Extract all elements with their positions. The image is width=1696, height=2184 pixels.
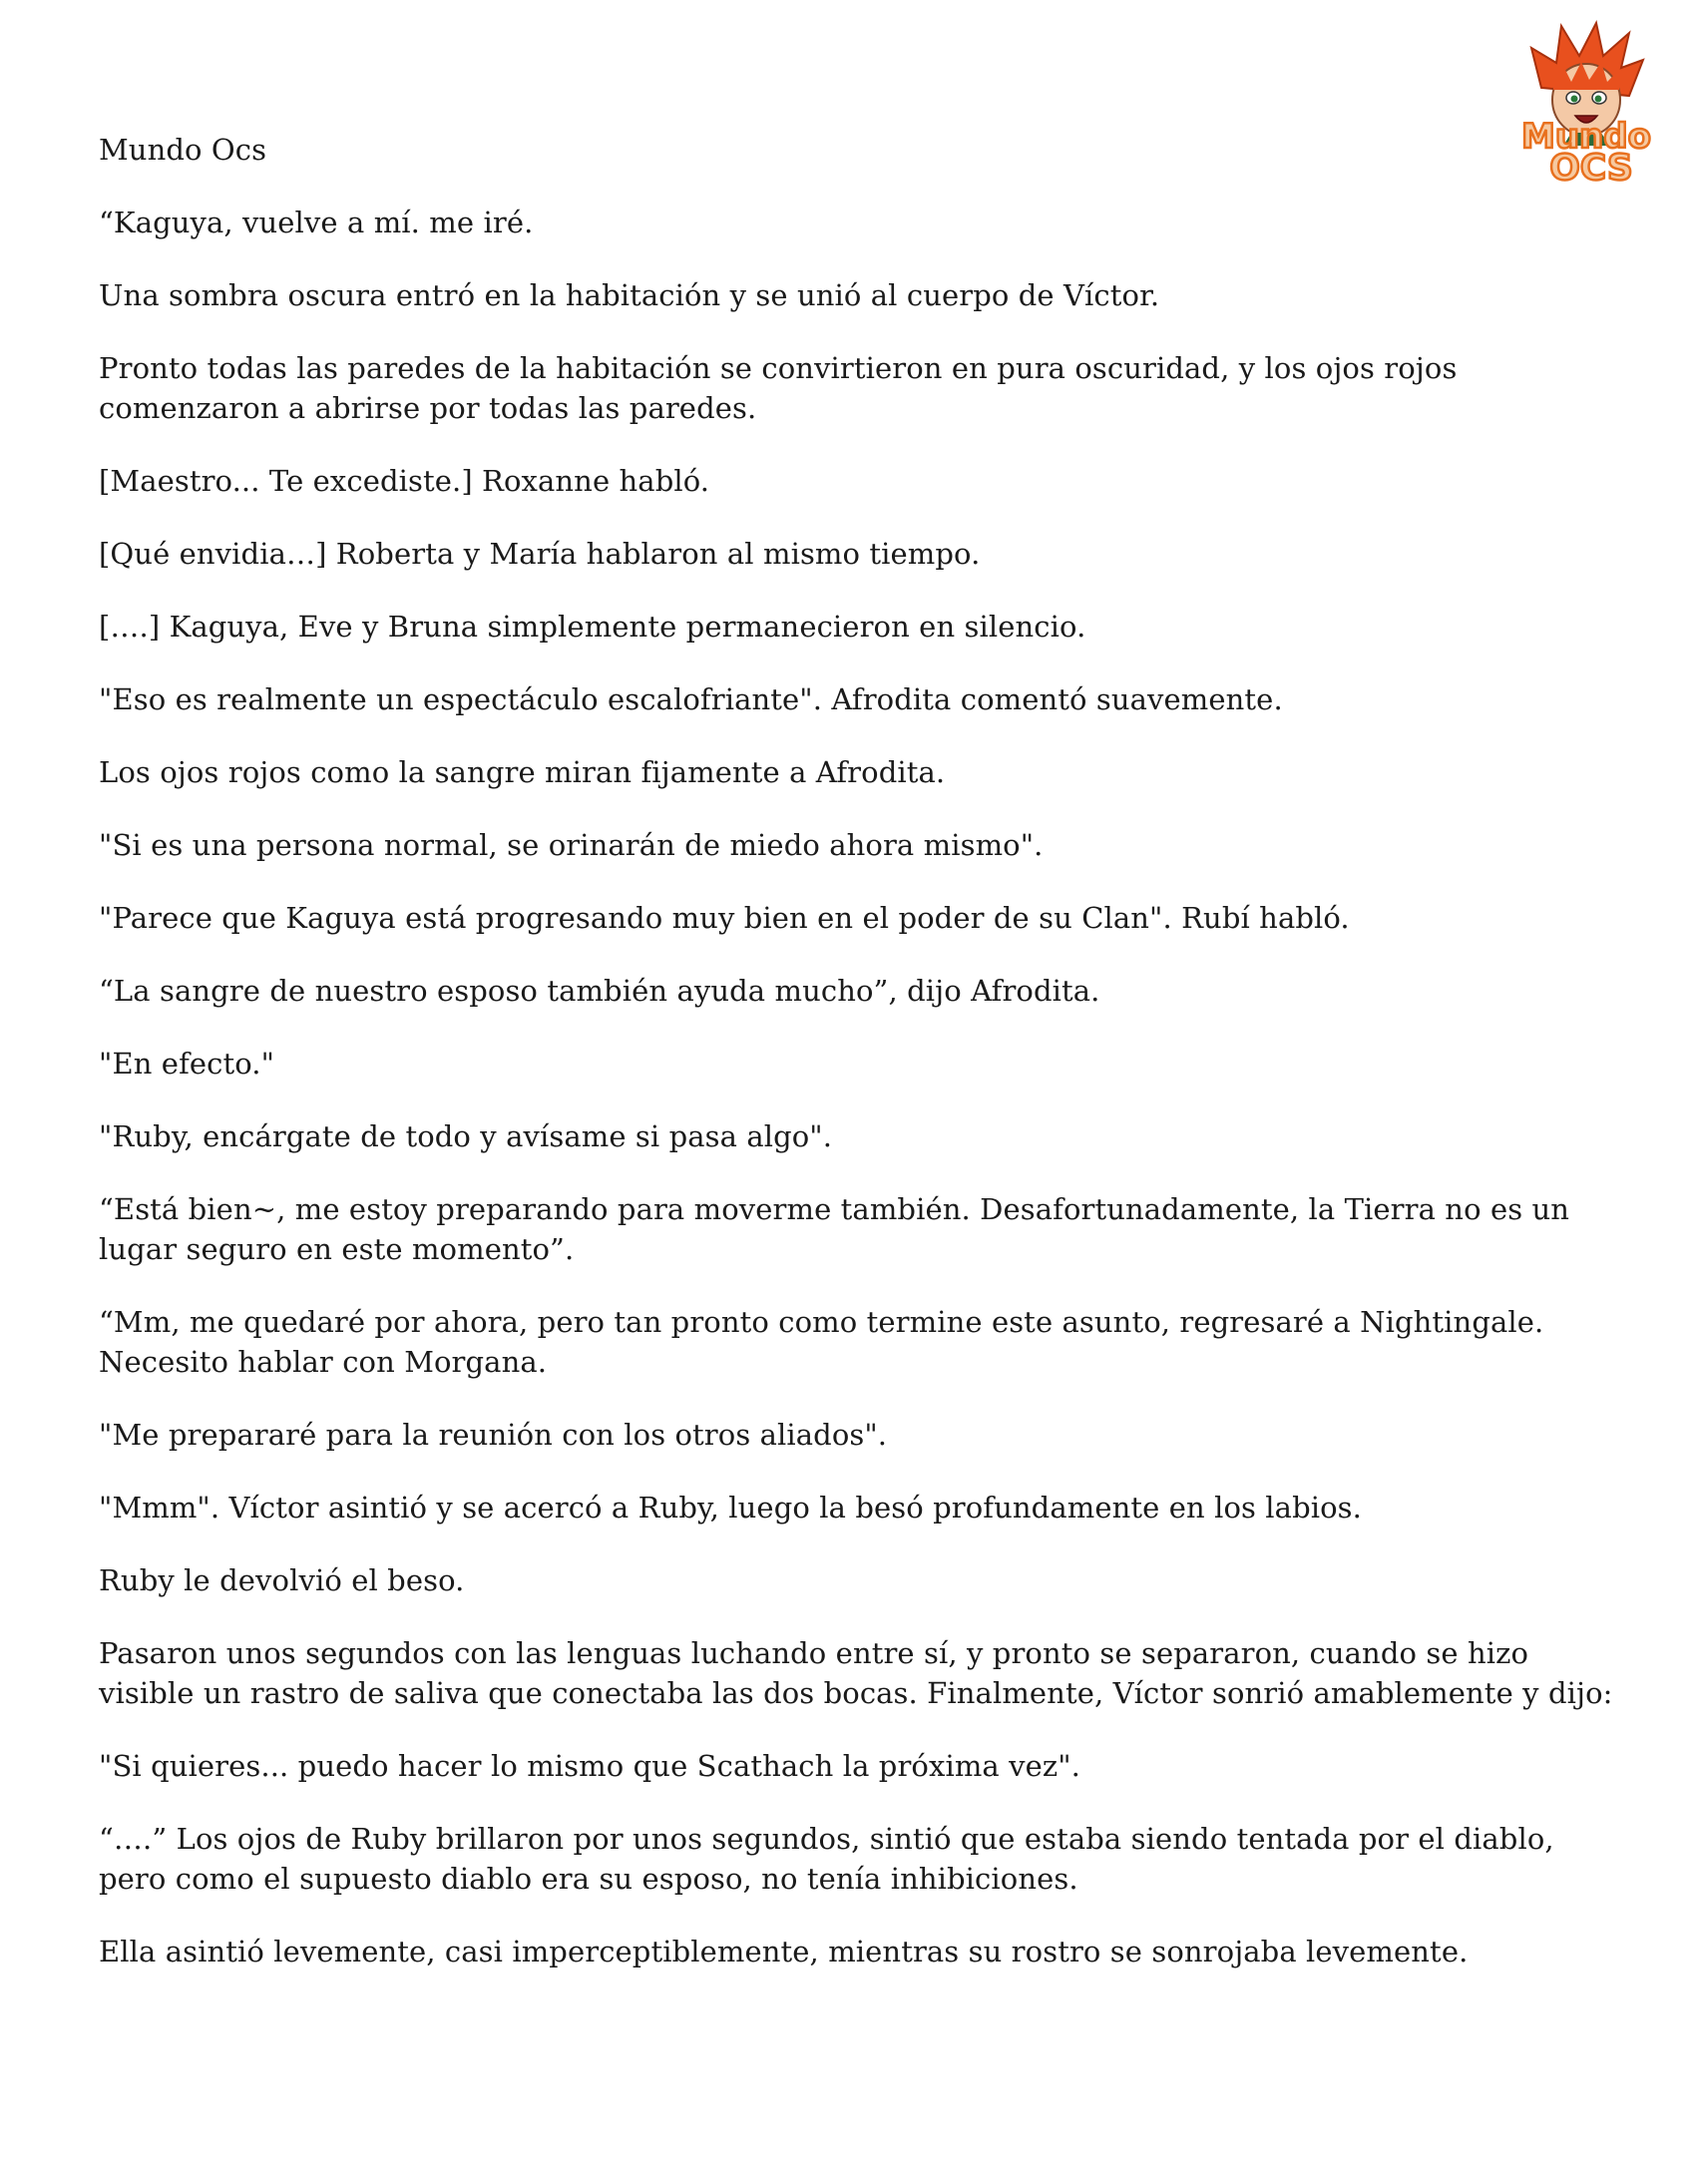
paragraph: “La sangre de nuestro esposo también ayuda mucho”, dijo Afrodita. [99, 974, 1100, 1008]
paragraph: "Me prepararé para la reunión con los otros aliados". [99, 1418, 888, 1452]
paragraph: “Kaguya, vuelve a mí. me iré. [99, 206, 534, 239]
paragraph: “….” Los ojos de Ruby brillaron por unos segundos, sintió que estaba siendo tentada por el diablo, pero como el supuesto diablo era su esposo, no tenía inhibiciones. [99, 1822, 1554, 1896]
paragraph: "Si es una persona normal, se orinarán de miedo ahora mismo". [99, 828, 1044, 862]
paragraph: "Parece que Kaguya está progresando muy bien en el poder de su Clan". Rubí habló. [99, 901, 1350, 935]
paragraph: "Eso es realmente un espectáculo escalofriante". Afrodita comentó suavemente. [99, 682, 1283, 716]
paragraph: “Está bien~, me estoy preparando para moverme también. Desafortunadamente, la Tierra no es un lugar seguro en este momento”. [99, 1192, 1570, 1266]
paragraph: Pronto todas las paredes de la habitación se convirtieron en pura oscuridad, y los ojos rojos comenzaron a abrirse por todas las paredes. [99, 351, 1458, 425]
paragraph: [Qué envidia…] Roberta y María hablaron al mismo tiempo. [99, 537, 981, 571]
paragraph: Una sombra oscura entró en la habitación y se unió al cuerpo de Víctor. [99, 278, 1160, 312]
paragraph: "Si quieres... puedo hacer lo mismo que Scathach la próxima vez". [99, 1749, 1081, 1783]
paragraph: "En efecto." [99, 1047, 275, 1081]
paragraph: Pasaron unos segundos con las lenguas luchando entre sí, y pronto se separaron, cuando se hizo visible un rastro de saliva que conectaba las dos bocas. Finalmente, Víctor sonrió amablemente y dijo: [99, 1636, 1613, 1710]
paragraph: Los ojos rojos como la sangre miran fijamente a Afrodita. [99, 755, 946, 789]
paragraph: [….] Kaguya, Eve y Bruna simplemente permanecieron en silencio. [99, 610, 1086, 644]
paragraph: [Maestro... Te excediste.] Roxanne habló. [99, 464, 710, 498]
paragraph: “Mm, me quedaré por ahora, pero tan pronto como termine este asunto, regresaré a Nightingale. Necesito hablar con Morgana. [99, 1305, 1544, 1379]
paragraph: "Mmm". Víctor asintió y se acercó a Ruby, luego la besó profundamente en los labios. [99, 1491, 1362, 1525]
paragraph: "Ruby, encárgate de todo y avísame si pasa algo". [99, 1119, 833, 1153]
logo-text-ocs: OCS [1549, 148, 1633, 188]
paragraph: Ella asintió levemente, casi imperceptiblemente, mientras su rostro se sonrojaba levemente. [99, 1935, 1469, 1968]
document-body [99, 130, 1615, 2004]
page-header-site-name: Mundo Ocs [99, 133, 267, 167]
logo-text-mundo: Mundo [1521, 117, 1651, 157]
paragraph: Ruby le devolvió el beso. [99, 1563, 465, 1597]
